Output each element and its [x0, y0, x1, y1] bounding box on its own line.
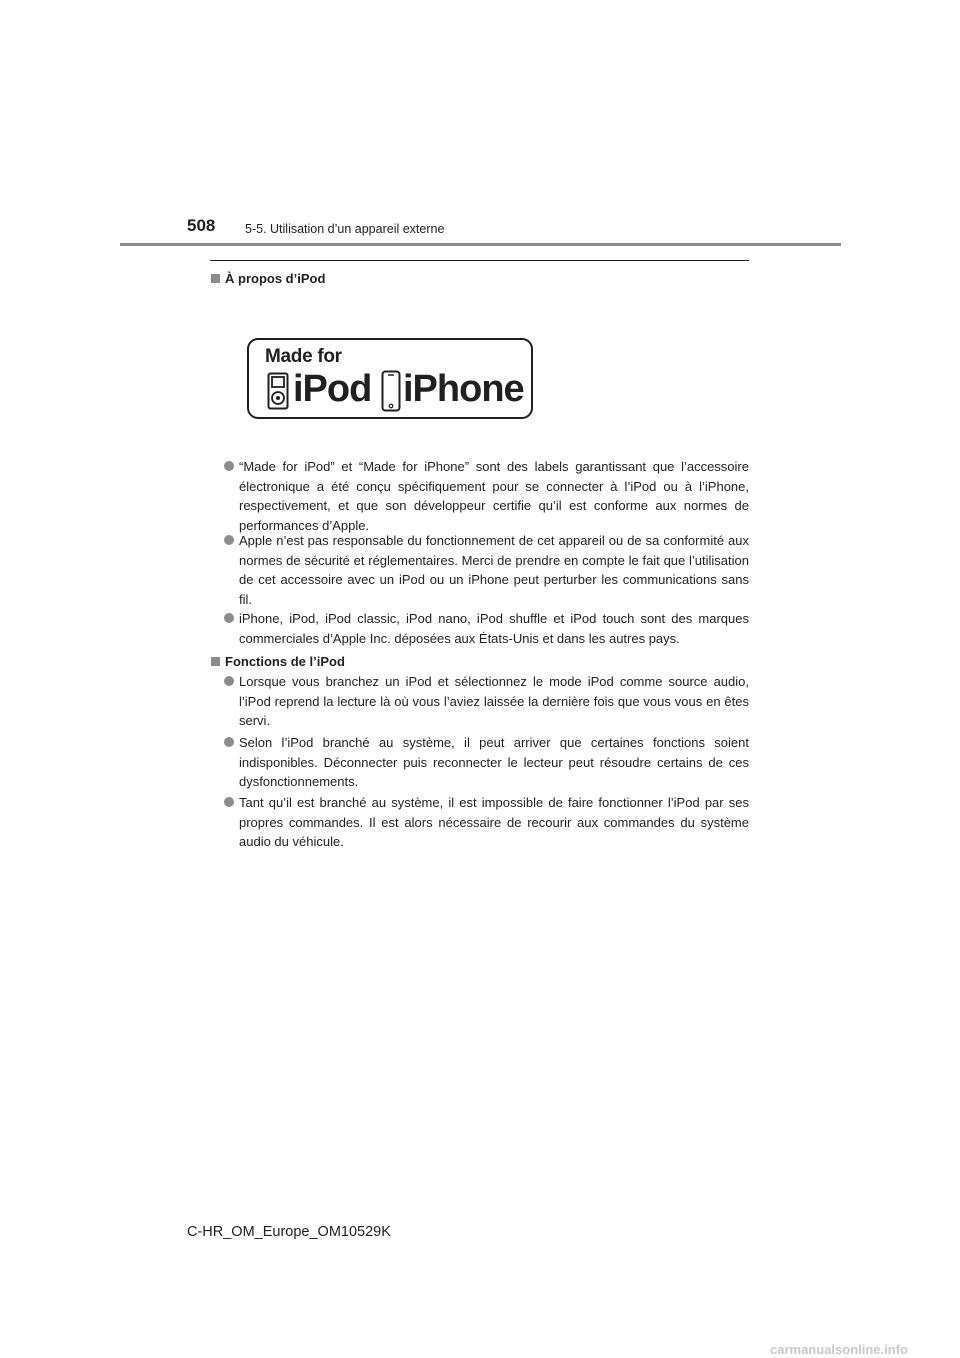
section-heading-functions [211, 654, 345, 669]
list-item [239, 672, 749, 731]
logo-ipod-word: iPod [293, 368, 372, 410]
round-bullet-icon [224, 676, 234, 686]
bullet-text: “Made for iPod” et “Made for iPhone” sont des labels garantissant que l’accessoire électronique a été conçu spécifiquement pour se connecter à l’iPod ou à l’iPhone, respectivement, et que son développeur certifie qu’il est conforme aux normes de performances d’Apple. [239, 459, 749, 533]
bullet-text: Apple n’est pas responsable du fonctionnement de cet appareil ou de sa conformité aux normes de sécurité et réglementaires. Merci de prendre en compte le fait que l’utilisation de cet accessoire avec un iPod ou un iPhone peut perturber les communications sans fil. [239, 533, 749, 607]
watermark: carmanualsonline.info [770, 1342, 908, 1357]
section-heading-about [211, 271, 325, 286]
made-for-ipod-iphone-logo [247, 338, 533, 419]
page-number: 508 [187, 216, 216, 235]
iphone-device-icon [381, 370, 401, 412]
list-item [239, 609, 749, 648]
round-bullet-icon [224, 613, 234, 623]
section-rule [210, 260, 749, 261]
list-item [239, 457, 749, 535]
list-item [239, 793, 749, 852]
round-bullet-icon [224, 737, 234, 747]
logo-made-for-text: Made for [265, 346, 342, 367]
ipod-device-icon [267, 372, 289, 410]
header-rule [120, 243, 841, 246]
round-bullet-icon [224, 461, 234, 471]
footer-document-code: C-HR_OM_Europe_OM10529K [187, 1224, 391, 1240]
bullet-text: iPhone, iPod, iPod classic, iPod nano, iPod shuffle et iPod touch sont des marques commerciales d’Apple Inc. déposées aux États-Unis et dans les autres pays. [239, 611, 749, 646]
section-heading-text: À propos d’iPod [225, 271, 326, 286]
round-bullet-icon [224, 535, 234, 545]
square-bullet-icon [211, 657, 220, 666]
list-item [239, 531, 749, 609]
round-bullet-icon [224, 797, 234, 807]
section-heading-text: Fonctions de l’iPod [225, 654, 345, 669]
logo-iphone-word: iPhone [403, 368, 524, 410]
bullet-text: Tant qu’il est branché au système, il est impossible de faire fonctionner l’iPod par ses propres commandes. Il est alors nécessaire de recourir aux commandes du système audio du véhicule. [239, 795, 749, 849]
bullet-text: Lorsque vous branchez un iPod et sélectionnez le mode iPod comme source audio, l’iPod reprend la lecture là où vous l’aviez laissée la dernière fois que vous vous en êtes servi. [239, 674, 749, 728]
list-item [239, 733, 749, 792]
bullet-text: Selon l’iPod branché au système, il peut arriver que certaines fonctions soient indisponibles. Déconnecter puis reconnecter le lecteur peut résoudre certains de ces dysfonctionnements. [239, 735, 749, 789]
square-bullet-icon [211, 274, 220, 283]
chapter-title: 5-5. Utilisation d’un appareil externe [245, 222, 445, 236]
